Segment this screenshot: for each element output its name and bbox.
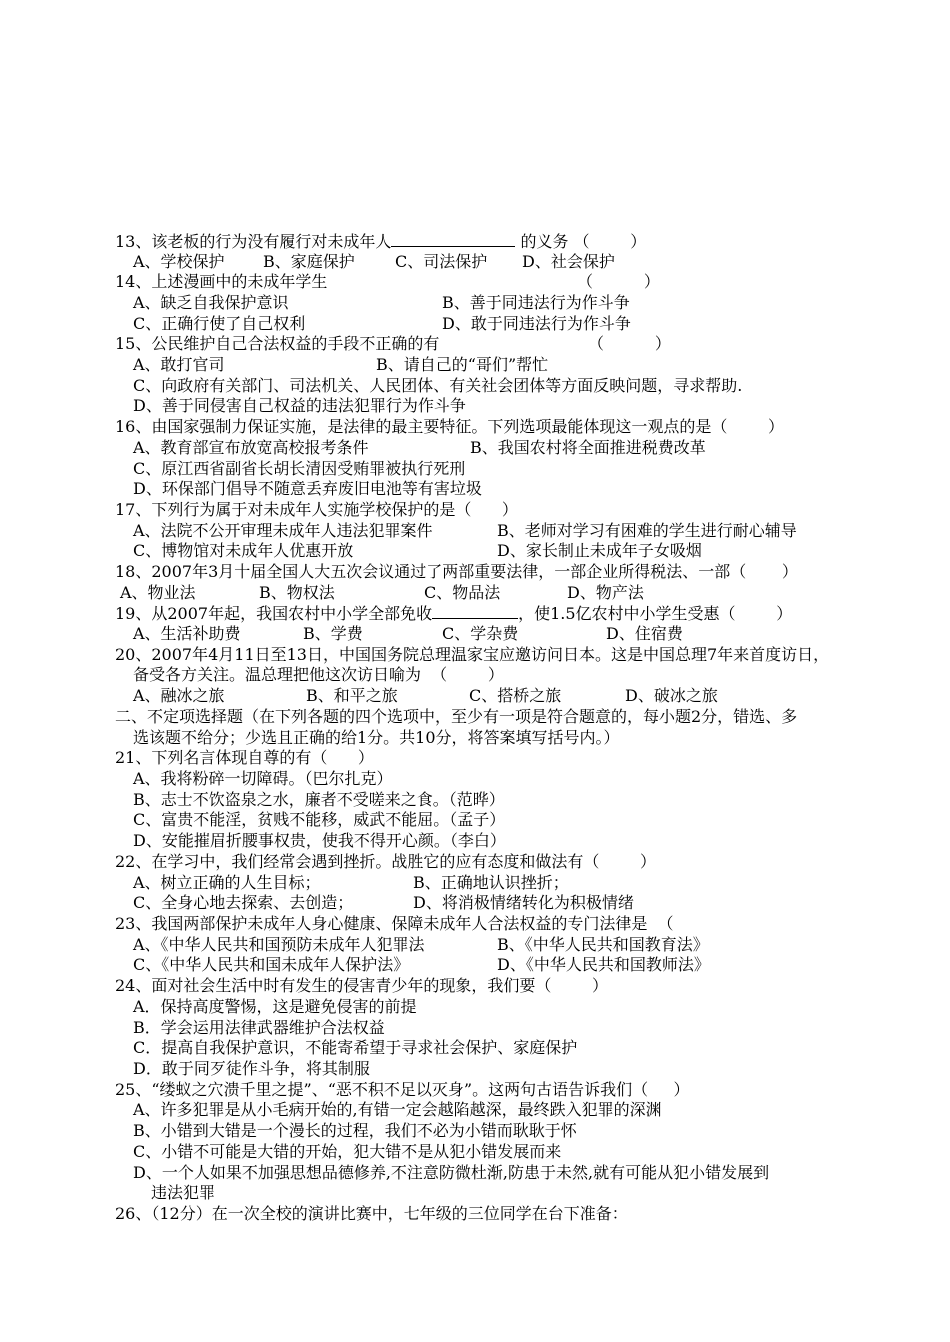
option-c: C、物品法 [424, 583, 501, 602]
option-a: A、我将粉碎一切障碍。（巴尔扎克） [133, 769, 393, 788]
question-22-stem: 22、在学习中，我们经常会遇到挫折。战胜它的应有态度和做法有（ ） [115, 852, 657, 871]
answer-paren: （ ） [588, 334, 671, 353]
option-b: B、和平之旅 [306, 686, 398, 705]
option-d: D、家长制止未成年子女吸烟 [497, 541, 702, 560]
option-b: B、老师对学习有困难的学生进行耐心辅导 [497, 521, 797, 540]
option-c: C、博物馆对未成年人优惠开放 [133, 541, 354, 560]
question-17-stem: 17、下列行为属于对未成年人实施学校保护的是（ ） [115, 500, 518, 519]
question-24-stem: 24、面对社会生活中时有发生的侵害青少年的现象，我们要（ ） [115, 976, 609, 995]
option-b: B、小错到大错是一个漫长的过程，我们不必为小错而耿耿于怀 [133, 1121, 577, 1140]
option-a: A．保持高度警惕，这是避免侵害的前提 [133, 997, 417, 1016]
question-14-stem: 14、上述漫画中的未成年学生 [115, 272, 328, 291]
question-21-stem: 21、下列名言体现自尊的有（ ） [115, 748, 374, 767]
question-26-stem: 26、（12分）在一次全校的演讲比赛中，七年级的三位同学在台下准备： [115, 1204, 628, 1223]
option-a: A、物业法 [120, 583, 196, 602]
answer-blank [391, 231, 515, 247]
option-b: B、正确地认识挫折； [413, 873, 569, 892]
option-a: A、生活补助费 [133, 624, 241, 643]
option-c: C、向政府有关部门、司法机关、人民团体、有关社会团体等方面反映问题，寻求帮助. [133, 376, 743, 395]
question-16-stem: 16、由国家强制力保证实施，是法律的最主要特征。下列选项最能体现这一观点的是（ ） [115, 417, 785, 436]
option-d-cont: 违法犯罪 [151, 1183, 216, 1202]
option-a: A、敢打官司 [133, 355, 225, 374]
section-heading: 二、不定项选择题（在下列各题的四个选项中，至少有一项是符合题意的，每小题2分，错选、多 [115, 707, 798, 726]
question-18-stem: 18、2007年3月十届全国人大五次会议通过了两部重要法律，一部企业所得税法、一部（ ） [115, 562, 798, 581]
option-c: C、正确行使了自己权利 [133, 314, 306, 333]
answer-paren: （ ） [577, 272, 660, 291]
option-c: C、司法保护 [395, 252, 488, 271]
option-a: A、许多犯罪是从小毛病开始的,有错一定会越陷越深，最终跌入犯罪的深渊 [133, 1100, 662, 1119]
option-c: C、搭桥之旅 [469, 686, 562, 705]
section-heading-cont: 选该题不给分；少选且正确的给1分。共10分，将答案填写括号内。） [133, 728, 620, 747]
option-a: A、缺乏自我保护意识 [133, 293, 289, 312]
option-c: C、《中华人民共和国未成年人保护法》 [133, 955, 410, 974]
option-b: B、学费 [303, 624, 363, 643]
option-a: A、融冰之旅 [133, 686, 225, 705]
option-d: D．敢于同歹徒作斗争，将其制服 [133, 1059, 370, 1078]
option-b: B、请自己的“哥们”帮忙 [376, 355, 549, 374]
option-d: D、《中华人民共和国教师法》 [497, 955, 710, 974]
option-d: D、住宿费 [606, 624, 683, 643]
option-c: C、富贵不能淫，贫贱不能移，威武不能屈。（孟子） [133, 810, 506, 829]
option-d: D、破冰之旅 [625, 686, 718, 705]
option-a: A、树立正确的人生目标； [133, 873, 321, 892]
option-d: D、安能摧眉折腰事权贵，使我不得开心颜。（李白） [133, 831, 506, 850]
option-c: C、小错不可能是大错的开始，犯大错不是从犯小错发展而来 [133, 1142, 562, 1161]
option-a: A、学校保护 [133, 252, 225, 271]
option-d: D、环保部门倡导不随意丢弃废旧电池等有害垃圾 [133, 479, 482, 498]
option-a: A、《中华人民共和国预防未成年人犯罪法 [133, 935, 425, 954]
option-b: B、物权法 [259, 583, 335, 602]
option-b: B、家庭保护 [263, 252, 355, 271]
question-20-stem: 20、2007年4月11日至13日，中国国务院总理温家宝应邀访问日本。这是中国总理7年来首度访日， [115, 645, 830, 664]
option-c: C、学杂费 [442, 624, 519, 643]
option-b: B．学会运用法律武器维护合法权益 [133, 1018, 385, 1037]
answer-blank [432, 603, 518, 619]
option-c: C、全身心地去探索、去创造； [133, 893, 354, 912]
question-13-stem: 13、该老板的行为没有履行对未成年人 的义务 （ ） [115, 232, 647, 251]
option-d: D、物产法 [567, 583, 644, 602]
option-c: C、原江西省副省长胡长清因受贿罪被执行死刑 [133, 459, 466, 478]
option-c: C．提高自我保护意识，不能寄希望于寻求社会保护、家庭保护 [133, 1038, 578, 1057]
option-d: D、将消极情绪转化为积极情绪 [413, 893, 634, 912]
option-b: B、我国农村将全面推进税费改革 [470, 438, 706, 457]
option-d: D、一个人如果不加强思想品德修养,不注意防微杜渐,防患于未然,就有可能从犯小错发展到 [133, 1163, 770, 1182]
option-d: D、社会保护 [522, 252, 615, 271]
option-d: D、善于同侵害自己权益的违法犯罪行为作斗争 [133, 396, 466, 415]
question-20-stem-cont: 备受各方关注。温总理把他这次访日喻为 （ ） [133, 665, 504, 684]
option-d: D、敢于同违法行为作斗争 [442, 314, 631, 333]
option-b: B、善于同违法行为作斗争 [442, 293, 630, 312]
option-a: A、法院不公开审理未成年人违法犯罪案件 [133, 521, 433, 540]
option-a: A、教育部宣布放宽高校报考条件 [133, 438, 369, 457]
question-15-stem: 15、公民维护自己合法权益的手段不正确的有 [115, 334, 440, 353]
option-b: B、志士不饮盗泉之水，廉者不受嗟来之食。（范晔） [133, 790, 505, 809]
option-b: B、《中华人民共和国教育法》 [497, 935, 709, 954]
question-23-stem: 23、我国两部保护未成年人身心健康、保障未成年人合法权益的专门法律是 （ [115, 914, 674, 933]
question-25-stem: 25、“缕蚁之穴溃千里之提”、“恶不积不足以灭身”。这两句古语告诉我们（ ） [115, 1080, 690, 1099]
question-19-stem: 19、从2007年起，我国农村中小学全部免收 ，使1.5亿农村中小学生受惠（ ） [115, 604, 793, 623]
